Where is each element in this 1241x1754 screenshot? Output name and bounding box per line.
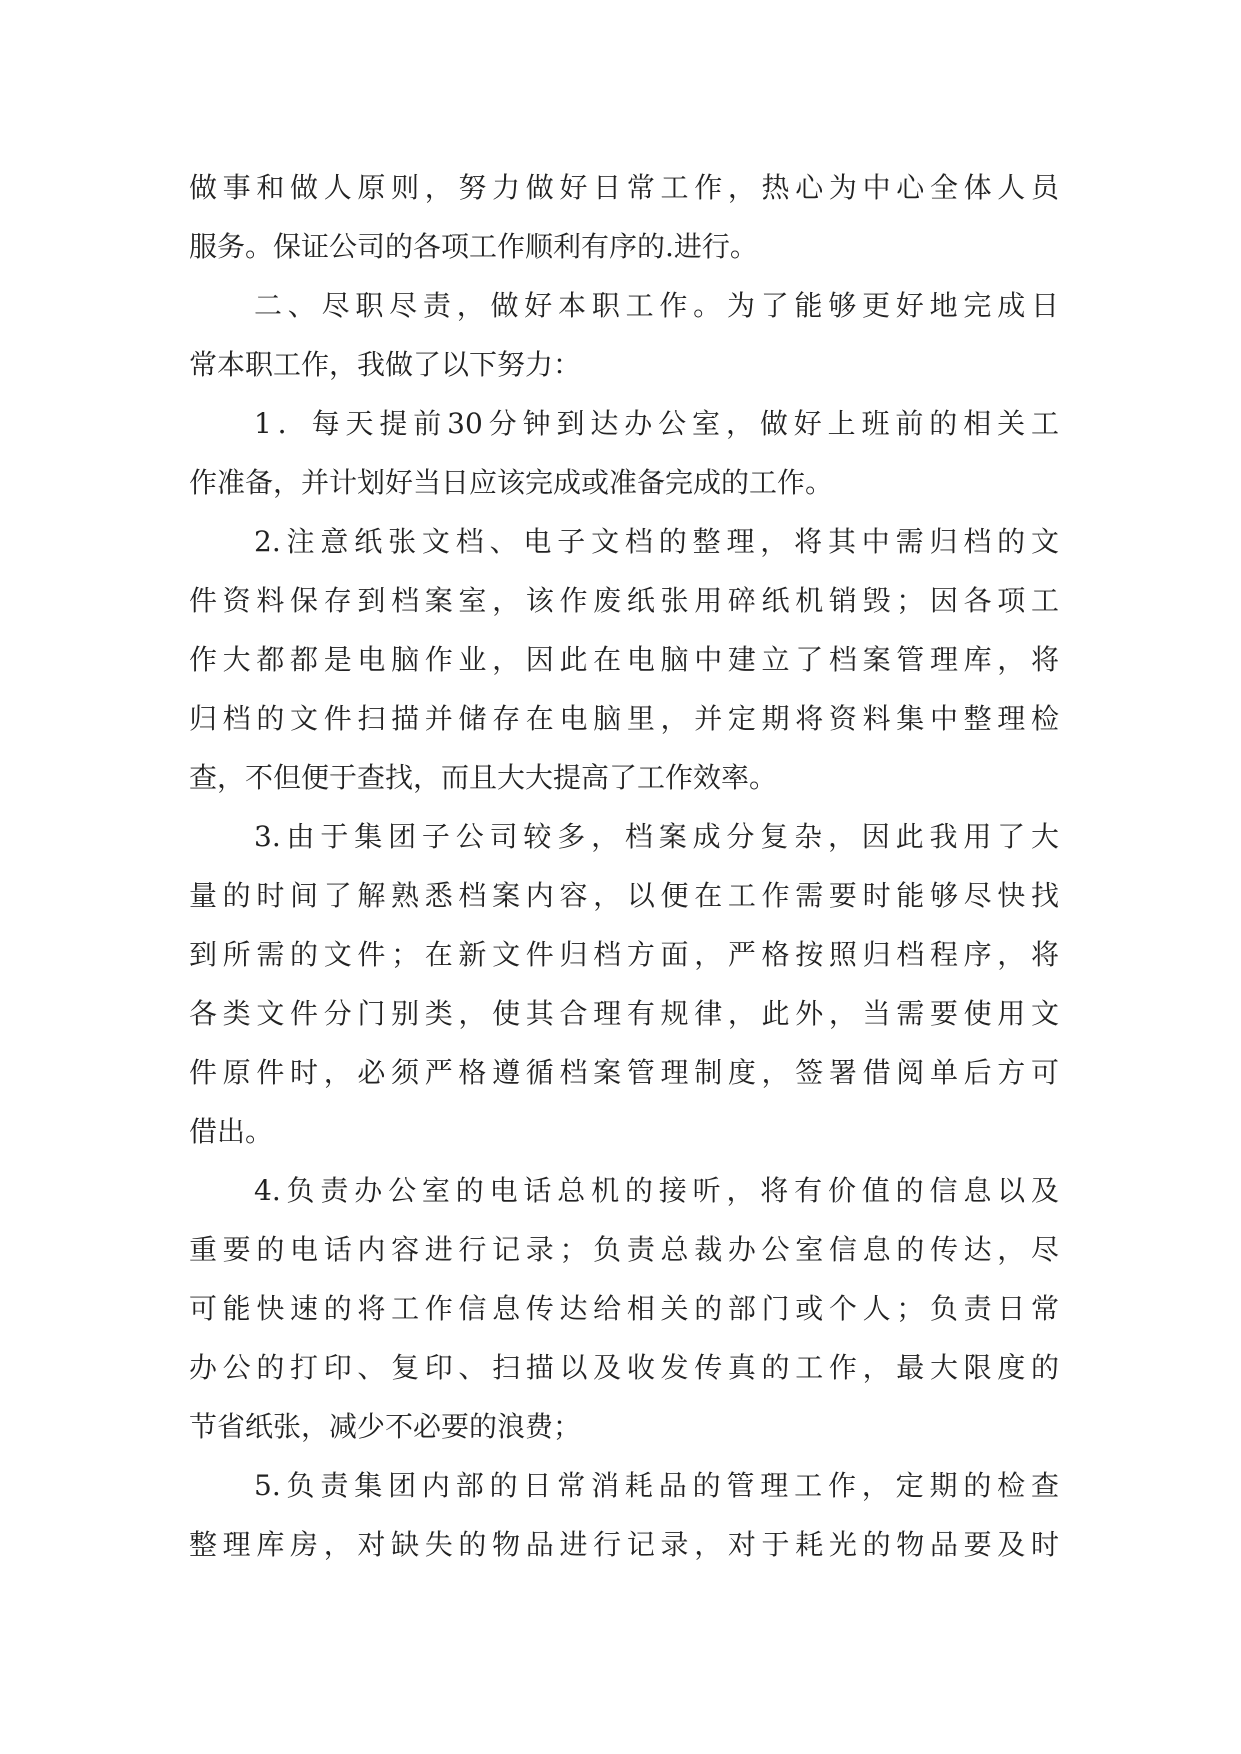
text-line: 节省纸张，减少不必要的浪费；	[189, 1410, 582, 1443]
text-line: 件资料保存到档案室，该作废纸张用碎纸机销毁；因各项工	[189, 584, 1059, 617]
text-line: 各类文件分门别类，使其合理有规律，此外，当需要使用文	[189, 997, 1059, 1030]
text-line: 借出。	[189, 1115, 274, 1148]
paragraph	[189, 807, 1059, 1161]
text-line: 服务。保证公司的各项工作顺利有序的.进行。	[189, 230, 758, 263]
text-line: 二、尽职尽责，做好本职工作。为了能够更好地完成日	[254, 289, 1059, 322]
paragraph	[189, 394, 1059, 512]
paragraph	[189, 276, 1059, 394]
text-line: 量的时间了解熟悉档案内容，以便在工作需要时能够尽快找	[189, 879, 1059, 912]
text-line: 归档的文件扫描并储存在电脑里，并定期将资料集中整理检	[189, 702, 1059, 735]
text-line: 整理库房，对缺失的物品进行记录，对于耗光的物品要及时	[189, 1528, 1059, 1561]
text-line: 做事和做人原则，努力做好日常工作，热心为中心全体人员	[189, 171, 1059, 204]
text-line: 作准备，并计划好当日应该完成或准备完成的工作。	[189, 466, 834, 499]
paragraph	[189, 1456, 1059, 1574]
text-line: 4.负责办公室的电话总机的接听，将有价值的信息以及	[254, 1174, 1059, 1207]
text-line: 查，不但便于查找，而且大大提高了工作效率。	[189, 761, 778, 794]
document-body	[189, 158, 1059, 1574]
text-line: 到所需的文件；在新文件归档方面，严格按照归档程序，将	[189, 938, 1059, 971]
paragraph	[189, 158, 1059, 276]
text-line: 3.由于集团子公司较多，档案成分复杂，因此我用了大	[254, 820, 1059, 853]
text-line: 作大都都是电脑作业，因此在电脑中建立了档案管理库，将	[189, 643, 1059, 676]
paragraph	[189, 1161, 1059, 1456]
text-line: 常本职工作，我做了以下努力：	[189, 348, 582, 381]
text-line: 1．每天提前30分钟到达办公室，做好上班前的相关工	[254, 407, 1059, 440]
text-line: 件原件时，必须严格遵循档案管理制度，签署借阅单后方可	[189, 1056, 1059, 1089]
text-line: 2.注意纸张文档、电子文档的整理，将其中需归档的文	[254, 525, 1059, 558]
text-line: 5.负责集团内部的日常消耗品的管理工作，定期的检查	[254, 1469, 1059, 1502]
text-line: 可能快速的将工作信息传达给相关的部门或个人；负责日常	[189, 1292, 1059, 1325]
text-line: 办公的打印、复印、扫描以及收发传真的工作，最大限度的	[189, 1351, 1059, 1384]
paragraph	[189, 512, 1059, 807]
text-line: 重要的电话内容进行记录；负责总裁办公室信息的传达，尽	[189, 1233, 1059, 1266]
